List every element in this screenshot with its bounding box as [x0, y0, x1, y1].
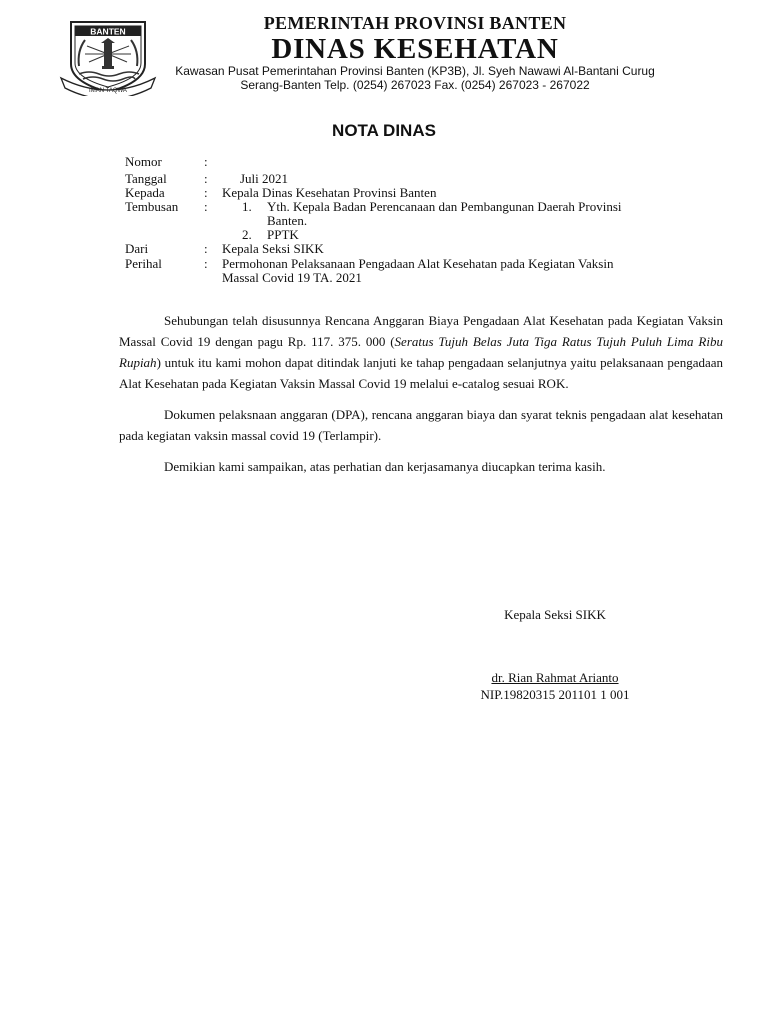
tanggal-label: Tanggal [125, 171, 167, 186]
colon: : [204, 171, 208, 186]
colon: : [204, 185, 208, 200]
tembusan-item-text: Yth. Kepala Badan Perencanaan dan Pembangunan Daerah Provinsi [267, 199, 622, 214]
memo-body [119, 310, 723, 487]
colon: : [204, 241, 208, 256]
logo-bottom-text: IMAN TAQWA [89, 88, 127, 94]
paragraph-2: Dokumen pelaksnaan anggaran (DPA), rencana anggaran biaya dan syarat teknis pengadaan alat kesehatan pada kegiatan vaksin massal covid 19 (Terlampir). [119, 407, 723, 443]
tembusan-label: Tembusan [125, 199, 179, 214]
perihal-value: Permohonan Pelaksanaan Pengadaan Alat Kesehatan pada Kegiatan Vaksin [222, 256, 614, 271]
colon: : [204, 256, 208, 271]
paragraph-3: Demikian kami sampaikan, atas perhatian dan kerjasamanya diucapkan terima kasih. [164, 459, 606, 474]
address-line-1: Kawasan Pusat Pemerintahan Provinsi Banten (KP3B), Jl. Syeh Nawawi Al-Bantani Curug [175, 64, 655, 78]
perihal-label: Perihal [125, 256, 162, 271]
kepada-label: Kepada [125, 185, 165, 200]
perihal-value-2: Massal Covid 19 TA. 2021 [222, 270, 362, 285]
government-name: PEMERINTAH PROVINSI BANTEN [263, 13, 567, 33]
colon: : [204, 154, 208, 169]
banten-emblem-logo [57, 16, 159, 96]
tanggal-value: Juli 2021 [240, 171, 289, 186]
address-line-2: Serang-Banten Telp. (0254) 267023 Fax. (0254) 267023 - 267022 [240, 78, 590, 92]
paragraph-1-text-continued: ) untuk itu kami mohon dapat ditindak lanjuti ke tahap pengadaan selanjutnya yaitu pelaksanaan pengadaan Alat Kesehatan pada Kegiatan Vaksin Massal Covid 19 melalui e-catalog sesuai ROK. [119, 355, 723, 391]
logo-top-text: BANTEN [90, 26, 126, 37]
office-name: DINAS KESEHATAN [271, 33, 559, 65]
paragraph-1 [119, 310, 723, 394]
signatory-nip: NIP.19820315 201101 1 001 [480, 687, 630, 702]
tembusan-item-number: 1. [242, 199, 252, 214]
paragraph-1-text: Sehubungan telah disusunnya Rencana Anggaran Biaya Pengadaan Alat Kesehatan pada Kegiatan Vaksin Massal Covid 19 dengan pagu Rp. 117. 375. 000 ( [119, 313, 723, 349]
signature-position: Kepala Seksi SIKK [504, 607, 606, 622]
dari-value: Kepala Seksi SIKK [222, 241, 324, 256]
nomor-label: Nomor [125, 154, 162, 169]
signatory-name: dr. Rian Rahmat Arianto [491, 670, 619, 685]
amount-in-words: Seratus Tujuh Belas Juta Tiga Ratus Tujuh Puluh Lima Ribu Rupiah [119, 334, 723, 370]
tembusan-item-number: 2. [242, 227, 252, 242]
colon: : [204, 199, 208, 214]
tembusan-item-text-2: Banten. [267, 213, 308, 228]
kepada-value: Kepala Dinas Kesehatan Provinsi Banten [222, 185, 437, 200]
tembusan-item-text: PPTK [267, 227, 299, 242]
letterhead [160, 12, 670, 92]
document-title: NOTA DINAS [332, 121, 436, 140]
dari-label: Dari [125, 241, 149, 256]
